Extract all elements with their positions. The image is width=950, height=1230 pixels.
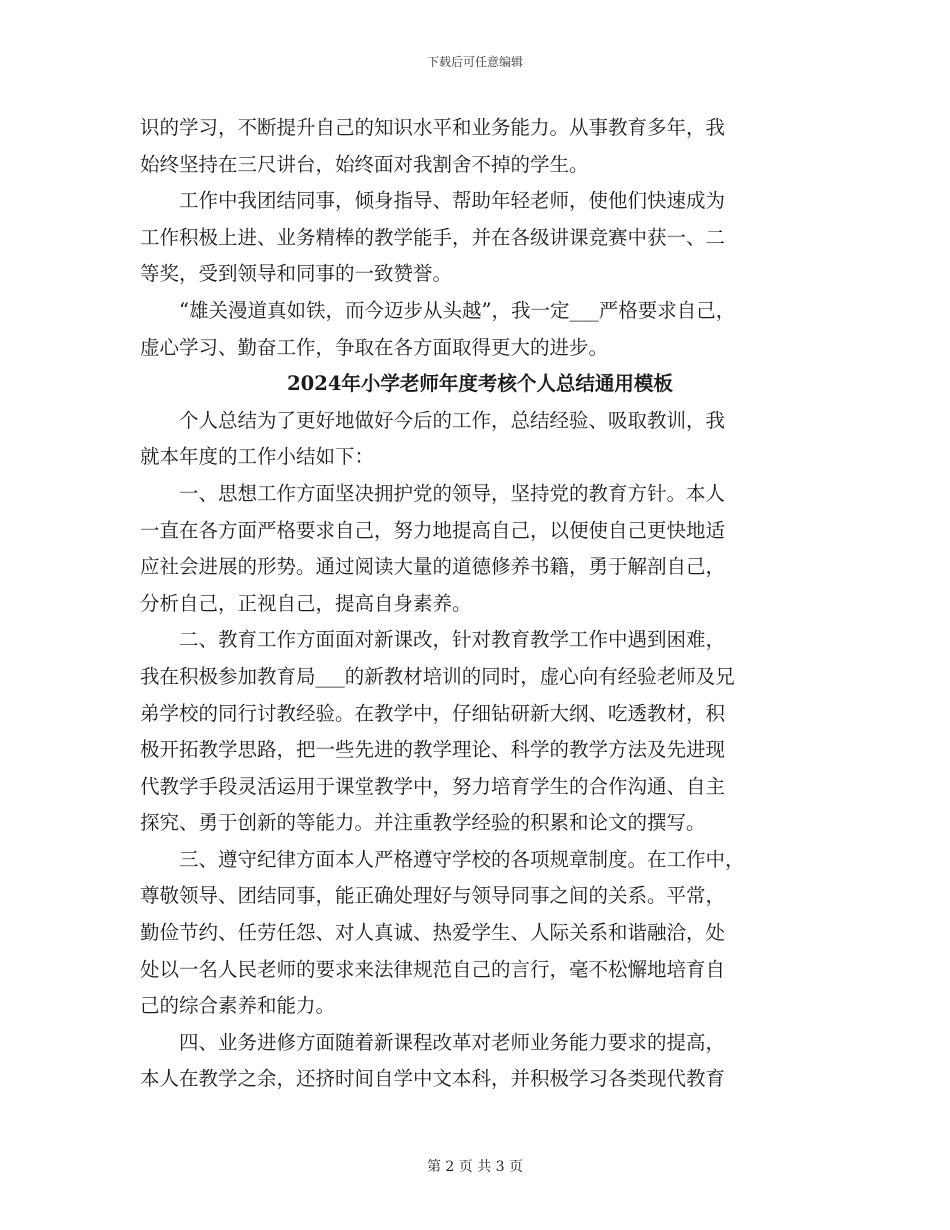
text-line: 工作中我团结同事，倾身指导、帮助年轻老师，使他们快速成为 <box>140 189 726 213</box>
text-line: 本人在教学之余，还挤时间自学中文本科，并积极学习各类现代教育 <box>140 1067 726 1091</box>
text-line: 我在积极参加教育局___的新教材培训的同时，虚心向有经验老师及兄 <box>140 664 735 688</box>
text-line: 一直在各方面严格要求自己，努力地提高自己，以便使自己更快地适 <box>140 518 726 542</box>
paragraph-block-2 <box>140 403 820 1098</box>
text-line: 应社会进展的形势。通过阅读大量的道德修养书籍，勇于解剖自己， <box>140 555 726 579</box>
text-line: 极开拓教学思路，把一些先进的教学理论、科学的教学方法及先进现 <box>140 738 726 762</box>
text-line: 弟学校的同行讨教经验。在教学中，仔细钻研新大纲、吃透教材，积 <box>140 701 726 725</box>
header-note: 下载后可任意编辑 <box>426 55 523 69</box>
page-number: 第 2 页 共 3 页 <box>426 1159 524 1175</box>
text-line: 分析自己，正视自己，提高自身素养。 <box>140 591 472 615</box>
document-body <box>140 110 820 1098</box>
text-line: 虚心学习、勤奋工作，争取在各方面取得更大的进步。 <box>140 335 609 359</box>
document-title: 2024年小学老师年度考核个人总结通用模板 <box>287 372 673 396</box>
text-line: “雄关漫道真如铁，而今迈步从头越”，我一定___严格要求自己， <box>140 298 736 322</box>
text-line: 一、思想工作方面坚决拥护党的领导，坚持党的教育方针。本人 <box>140 481 726 505</box>
text-line: 尊敬领导、团结同事，能正确处理好与领导同事之间的关系。平常， <box>140 884 726 908</box>
text-line: 处以一名人民老师的要求来法律规范自己的言行，毫不松懈地培育自 <box>140 957 726 981</box>
text-line: 个人总结为了更好地做好今后的工作，总结经验、吸取教训，我 <box>140 408 726 432</box>
text-line: 二、教育工作方面面对新课改，针对教育教学工作中遇到困难， <box>140 628 726 652</box>
paragraph-block-1 <box>140 110 820 366</box>
text-line: 四、业务进修方面随着新课程改革对老师业务能力要求的提高， <box>140 1030 726 1054</box>
text-line: 就本年度的工作小结如下： <box>140 445 375 469</box>
text-line: 工作积极上进、业务精棒的教学能手，并在各级讲课竞赛中获一、二 <box>140 225 726 249</box>
text-line: 等奖，受到领导和同事的一致赞誉。 <box>140 262 453 286</box>
text-line: 始终坚持在三尺讲台，始终面对我割舍不掉的学生。 <box>140 152 589 176</box>
text-line: 三、遵守纪律方面本人严格遵守学校的各项规章制度。在工作中， <box>140 847 745 871</box>
text-line: 探究、勇于创新的等能力。并注重教学经验的积累和论文的撰写。 <box>140 811 706 835</box>
text-line: 勤俭节约、任劳任怨、对人真诚、热爱学生、人际关系和谐融洽，处 <box>140 921 726 945</box>
text-line: 代教学手段灵活运用于课堂教学中，努力培育学生的合作沟通、自主 <box>140 774 726 798</box>
text-line: 识的学习，不断提升自己的知识水平和业务能力。从事教育多年，我 <box>140 116 726 139</box>
text-line: 己的综合素养和能力。 <box>140 994 336 1018</box>
